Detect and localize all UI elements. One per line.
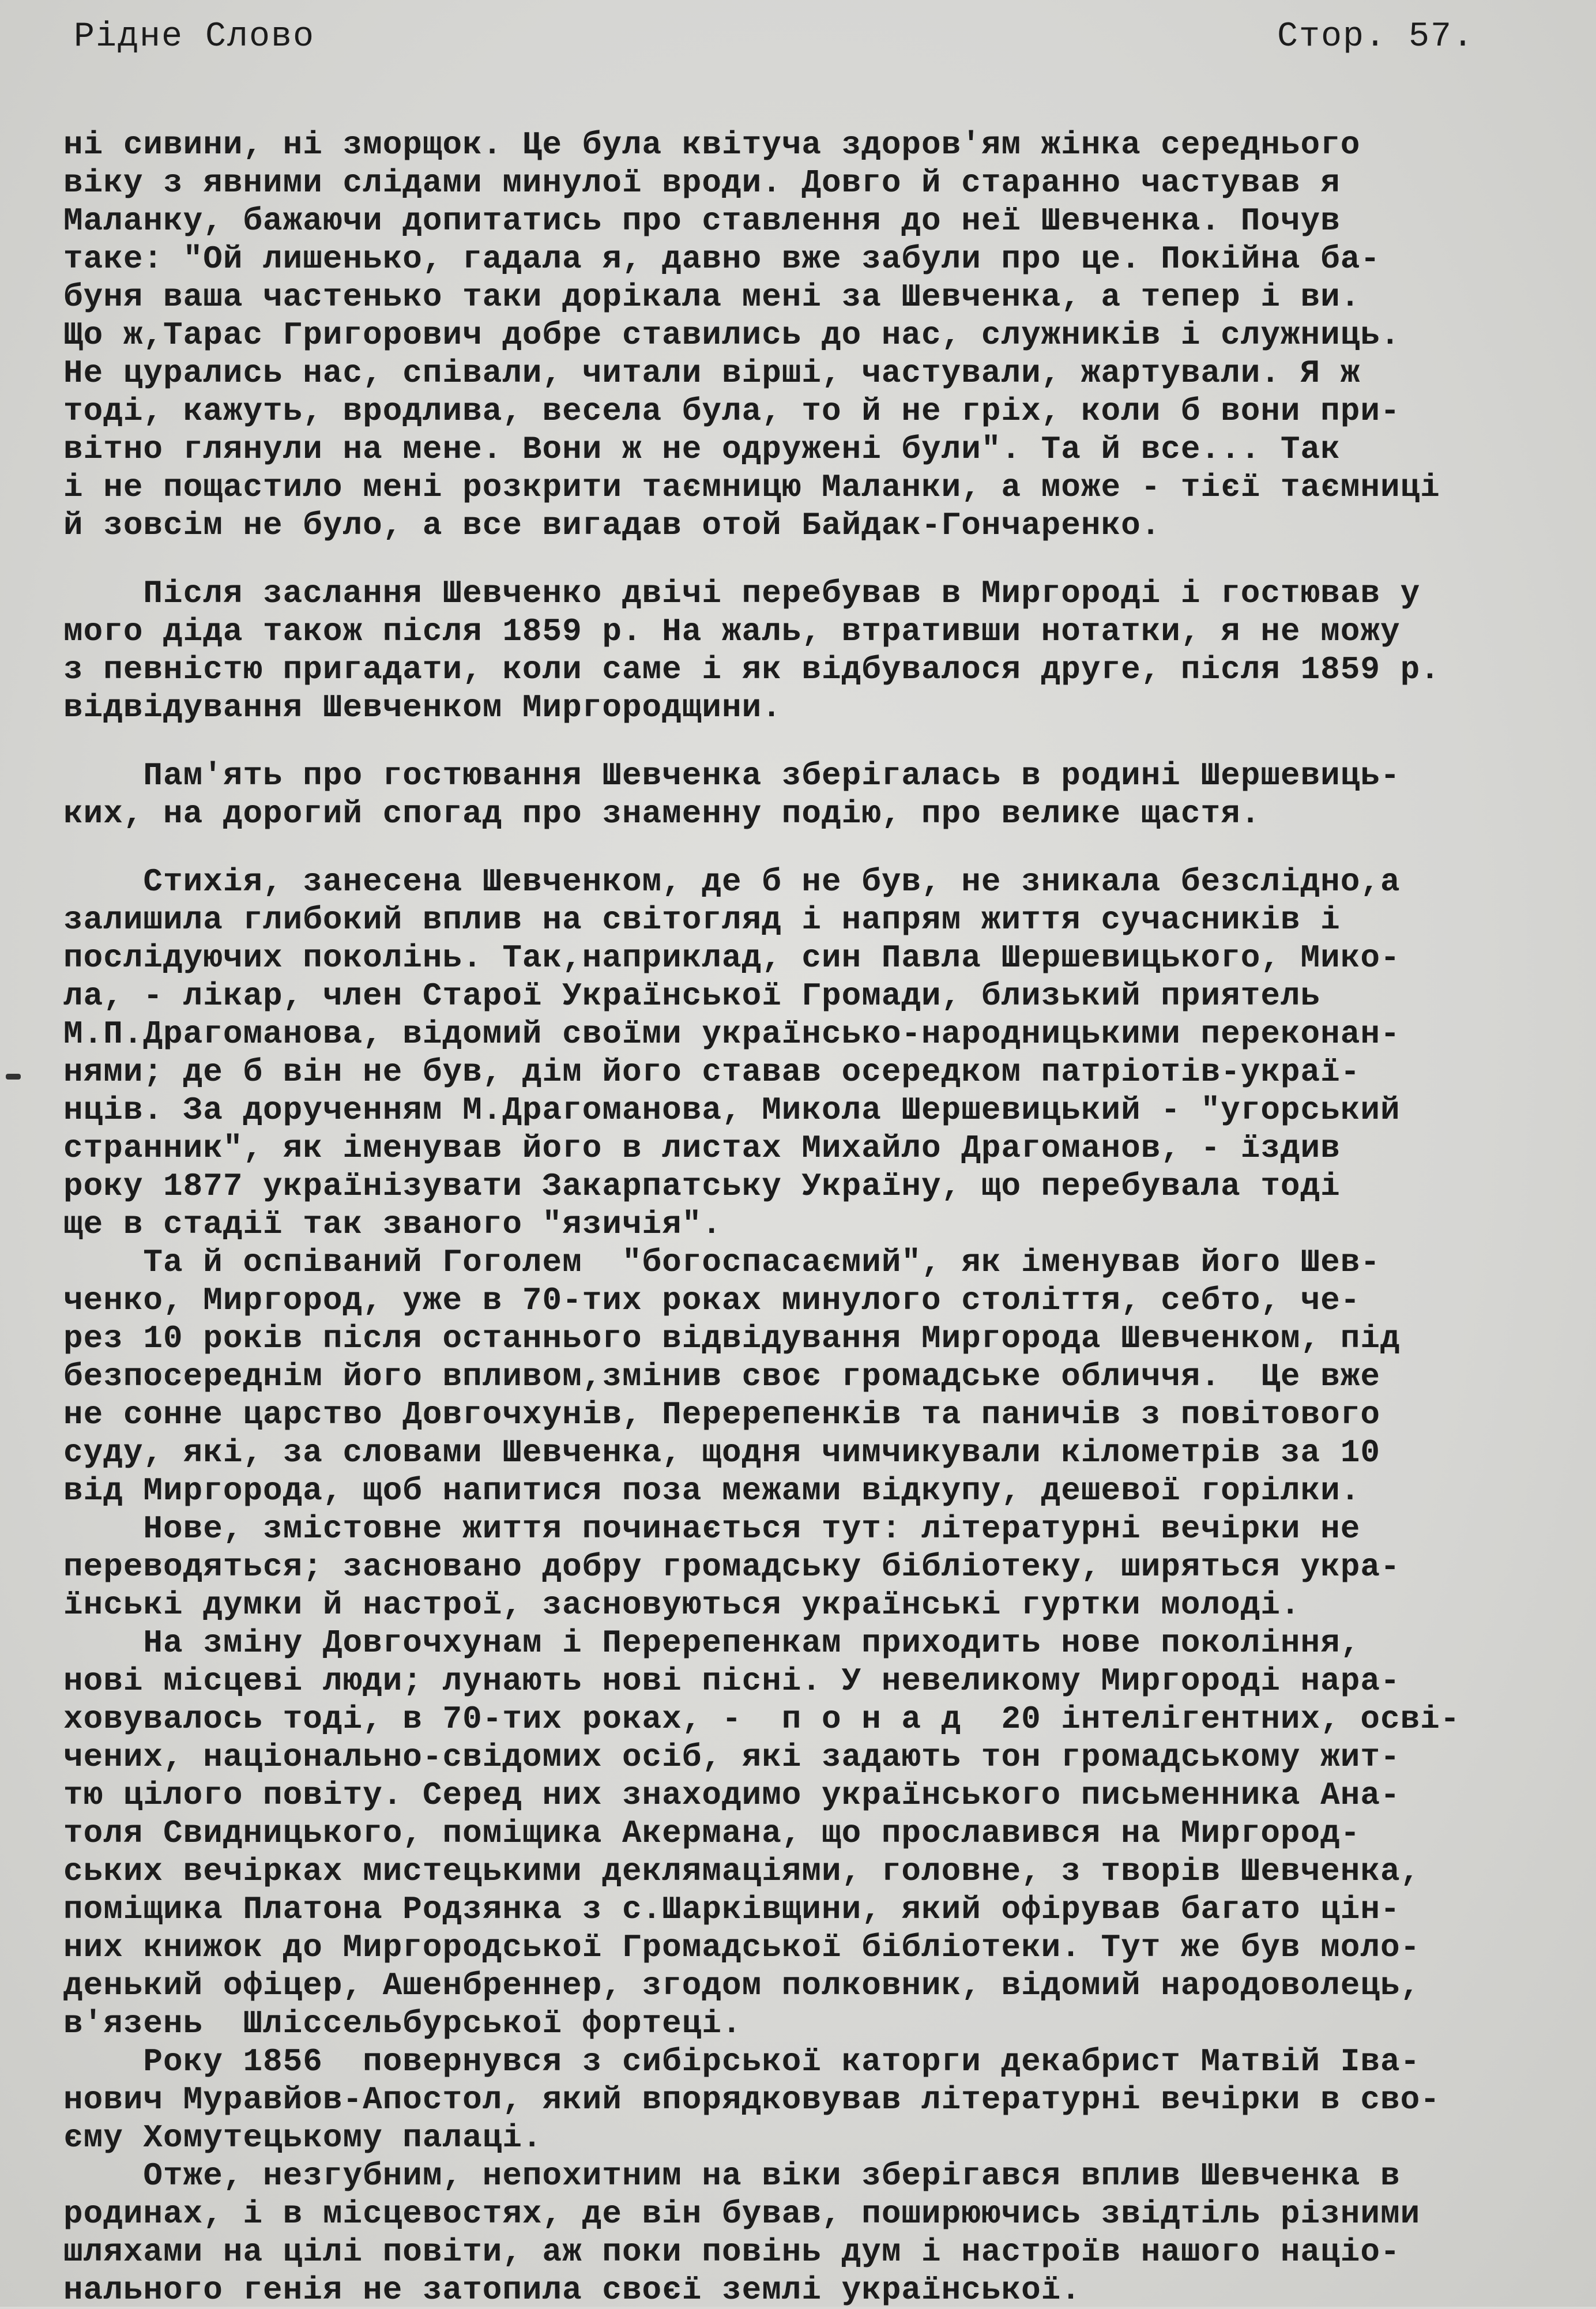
text-line: вітно глянули на мене. Вони ж не одружені були". Та й все... Так <box>63 431 1341 468</box>
text-line: Року 1856 повернувся з сибірської каторги декабрист Матвій Іва- <box>63 2043 1421 2080</box>
text-line: М.П.Драгоманова, відомий своїми українсько-народницькими переконан- <box>63 1016 1401 1052</box>
paragraph <box>63 574 1574 727</box>
text-line: шляхами на цілі повіти, аж поки повінь дум і настроїв нашого націо- <box>63 2233 1401 2270</box>
text-line: і не пощастило мені розкрити таємницю Маланки, а може - тієї таємниці <box>63 469 1440 506</box>
text-line: ких, на дорогий спогад про знаменну подію, про велике щастя. <box>63 795 1261 832</box>
text-line: переводяться; засновано добру громадську бібліотеку, ширяться укра- <box>63 1548 1401 1585</box>
text-line: року 1877 українізувати Закарпатську Україну, що перебувала тоді <box>63 1168 1341 1205</box>
text-line: Нове, змістовне життя починається тут: літературні вечірки не <box>63 1510 1361 1547</box>
text-line: залишила глибокий вплив на світогляд і напрям життя сучасників і <box>63 901 1341 938</box>
text-line: буня ваша частенько таки дорікала мені за Шевченка, а тепер і ви. <box>63 279 1361 315</box>
text-line: поміщика Платона Родзянка з с.Шарківщини, який офірував багато цін- <box>63 1891 1401 1928</box>
text-line: Стихія, занесена Шевченком, де б не був, не зникала безслідно,а <box>63 863 1401 900</box>
paragraph-gap <box>63 544 1574 574</box>
text-line: Пам'ять про гостювання Шевченка зберігалась в родині Шершевиць- <box>63 757 1401 794</box>
paragraph <box>63 757 1574 833</box>
text-line: не сонне царство Довгочхунів, Перерепенків та паничів з повітового <box>63 1396 1380 1433</box>
text-line: Маланку, бажаючи допитатись про ставлення до неї Шевченка. Почув <box>63 202 1341 239</box>
text-line: нями; де б він не був, дім його ставав осередком патріотів-украї- <box>63 1054 1361 1090</box>
text-line: ських вечірках мистецькими деклямаціями, головне, з творів Шевченка, <box>63 1853 1421 1890</box>
text-line: таке: "Ой лишенько, гадала я, давно вже забули про це. Покійна ба- <box>63 240 1380 277</box>
text-line: Після заслання Шевченко двічі перебував в Миргороді і гостював у <box>63 575 1421 612</box>
text-line: ченко, Миргород, уже в 70-тих роках минулого століття, себто, че- <box>63 1282 1361 1319</box>
text-line: суду, які, за словами Шевченка, щодня чимчикували кілометрів за 10 <box>63 1434 1380 1471</box>
text-line: послідуючих поколінь. Так,наприклад, син Павла Шершевицького, Мико- <box>63 939 1401 976</box>
text-line: ще в стадії так званого "язичія". <box>63 1206 722 1243</box>
text-line: чених, національно-свідомих осіб, які задають тон громадському жит- <box>63 1739 1401 1776</box>
text-line: ні сивини, ні зморщок. Це була квітуча здоров'ям жінка середнього <box>63 126 1361 163</box>
text-line: безпосереднім його впливом,змінив своє громадське обличчя. Це вже <box>63 1358 1380 1395</box>
text-line: тю цілого повіту. Серед них знаходимо українського письменника Ана- <box>63 1777 1401 1814</box>
text-line: толя Свидницького, поміщика Акермана, що прославився на Миргород- <box>63 1815 1361 1852</box>
paragraph <box>63 863 1574 2309</box>
text-line: Та й оспіваний Гоголем "богоспасаємий", як іменував його Шев- <box>63 1244 1380 1281</box>
text-line: віку з явними слідами минулої вроди. Довго й старанно частував я <box>63 164 1341 201</box>
text-line: тоді, кажуть, вродлива, весела була, то й не гріх, коли б вони при- <box>63 393 1401 430</box>
text-line: в'язень Шліссельбурської фортеці. <box>63 2005 742 2042</box>
text-line: нові місцеві люди; лунають нові пісні. У невеликому Миргороді нара- <box>63 1663 1401 1699</box>
text-line: денький офіцер, Ашенбреннер, згодом полковник, відомий народоволець, <box>63 1967 1421 2004</box>
text-line: ховувалось тоді, в 70-тих роках, - п о н а д 20 інтелігентних, освi- <box>63 1701 1461 1738</box>
paragraph-gap <box>63 833 1574 863</box>
text-line: від Миргорода, щоб напитися поза межами відкупу, дешевої горілки. <box>63 1472 1361 1509</box>
text-line: їнські думки й настрої, засновуються українські гуртки молоді. <box>63 1586 1301 1623</box>
margin-mark <box>6 1074 21 1080</box>
text-line: нців. За дорученням М.Драгоманова, Микола Шершевицький - "угорський <box>63 1092 1401 1129</box>
paragraph-gap <box>63 727 1574 757</box>
paragraph <box>63 126 1574 544</box>
text-line: На зміну Довгочхунам і Перерепенкам приходить нове покоління, <box>63 1624 1361 1661</box>
text-line: з певністю пригадати, коли саме і як відбувалося друге, після 1859 р. <box>63 651 1440 688</box>
text-line: й зовсім не було, а все вигадав отой Байдак-Гончаренко. <box>63 507 1161 544</box>
text-line: нович Муравйов-Апостол, який впорядковував літературні вечірки в сво- <box>63 2081 1440 2118</box>
page-number: Стор. 57. <box>1277 17 1475 57</box>
text-line: них книжок до Миргородської Громадської бібліотеки. Тут же був моло- <box>63 1929 1421 1966</box>
text-line: мого діда також після 1859 р. На жаль, втративши нотатки, я не можу <box>63 613 1401 650</box>
text-line: родинах, і в місцевостях, де він бував, поширюючись звідтіль різними <box>63 2195 1421 2232</box>
text-line: єму Хомутецькому палаці. <box>63 2119 543 2156</box>
document-body <box>63 126 1574 2309</box>
text-line: Що ж,Тарас Григорович добре ставились до нас, служників і служниць. <box>63 317 1401 354</box>
text-line: рез 10 років після останнього відвідування Миргорода Шевченком, під <box>63 1320 1401 1357</box>
text-line: ла, - лікар, член Старої Української Громади, близький приятель <box>63 977 1321 1014</box>
text-line: Не цурались нас, співали, читали вірші, частували, жартували. Я ж <box>63 355 1361 392</box>
text-line: відвідування Шевченком Миргородщини. <box>63 689 782 726</box>
text-line: нального генія не затопила своєї землі української. <box>63 2272 1081 2308</box>
text-line: странник", як іменував його в листах Михайло Драгоманов, - їздив <box>63 1130 1341 1167</box>
text-line: Отже, незгубним, непохитним на віки зберігався вплив Шевченка в <box>63 2157 1401 2194</box>
journal-title: Рідне Слово <box>74 17 315 57</box>
